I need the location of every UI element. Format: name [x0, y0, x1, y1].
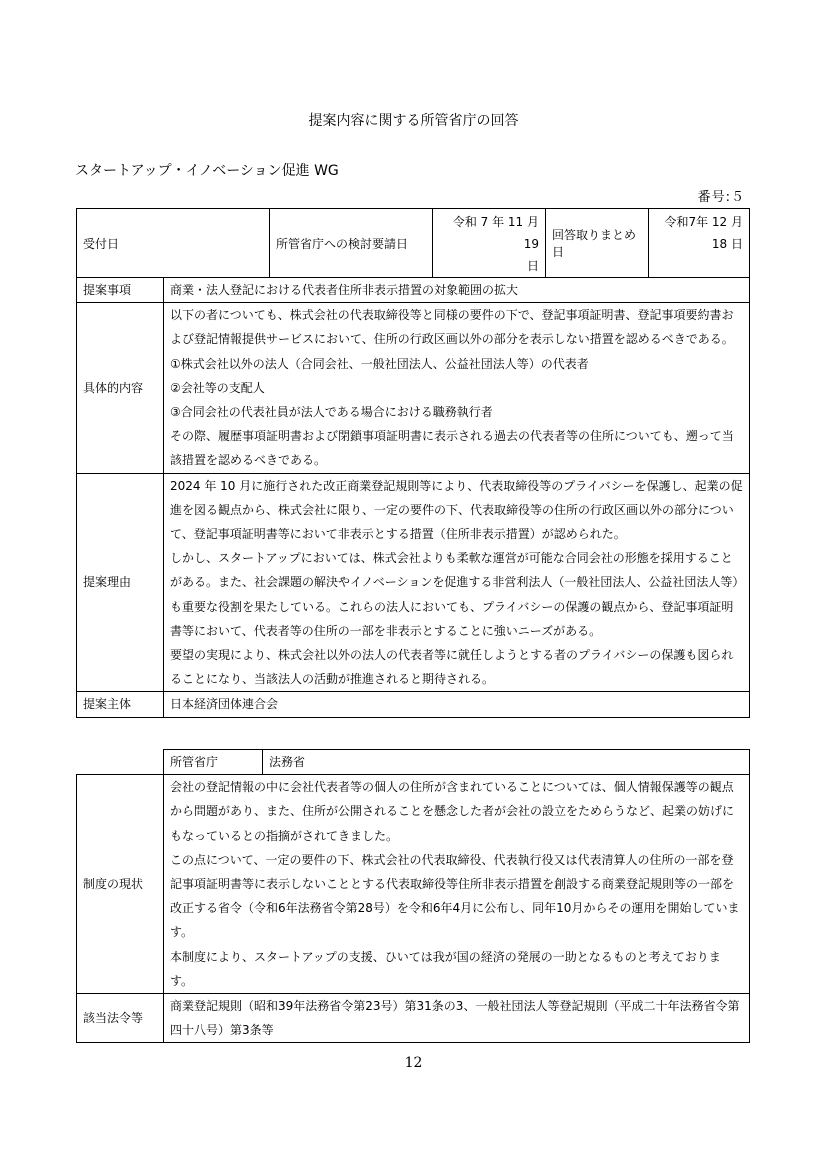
content-value	[164, 303, 750, 473]
answer-table	[76, 749, 750, 1043]
content-paragraph: ③合同会社の代表社員が法人である場合における職務執行者	[170, 405, 493, 420]
item-label: 提案事項	[77, 278, 164, 303]
request-date	[433, 209, 546, 278]
ministry-value: 法務省	[263, 750, 750, 775]
reason-label: 提案理由	[77, 473, 164, 692]
answer-date-line2: 18 日	[711, 237, 743, 251]
received-label: 受付日	[77, 209, 270, 278]
law-value: 商業登記規則（昭和39年法務省令第23号）第31条の3、一般社団法人等登記規則（平成二十年法務省令第四十八号）第3条等	[164, 994, 750, 1043]
proposer-label: 提案主体	[77, 692, 164, 717]
answer-date	[649, 209, 750, 278]
reason-paragraph: しかし、スタートアップにおいては、株式会社よりも柔軟な運営が可能な合同会社の形態を採用することがある。また、社会課題の解決やイノベーションを促進する非営利法人（一般社団法人、公益社団法人等）も重要な役割を果たしている。これらの法人においても、プライバシーの保護の観点から、登記事項証明書等において、代表者等の住所の一部を非表示とすることに強いニーズがある。	[170, 551, 739, 638]
status-value	[164, 775, 750, 994]
working-group-name: スタートアップ・イノベーション促進 WG	[75, 163, 339, 179]
request-label: 所管省庁への検討要請日	[270, 209, 433, 278]
ministry-label: 所管省庁	[164, 750, 263, 775]
request-date-line2: 日	[526, 259, 539, 273]
reason-value	[164, 473, 750, 692]
proposer-value: 日本経済団体連合会	[164, 692, 750, 717]
proposal-number: 番号:５	[697, 190, 745, 205]
reason-paragraph: 2024 年 10 月に施行された改正商業登記規則等により、代表取締役等のプライバシーを保護し、起業の促進を図る観点から、株式会社に限り、一定の要件の下、代表取締役等の住所の行政区画以外の部分について、登記事項証明書等において非表示とする措置（住所非表示措置）が認められた。	[170, 478, 743, 542]
blank-cell	[77, 750, 164, 775]
status-paragraph: この点について、一定の要件の下、株式会社の代表取締役、代表執行役又は代表清算人の住所の一部を登記事項証明書等に表示しないこととする代表取締役等住所非表示措置を創設する商業登記規則等の一部を改正する省令（令和6年法務省令第28号）を令和6年4月に公布し、同年10月からその運用を開始しています。	[170, 852, 740, 940]
date-table	[76, 208, 750, 278]
item-value: 商業・法人登記における代表者住所非表示措置の対象範囲の拡大	[164, 278, 750, 303]
answer-date-line1: 令和7年 12 月	[664, 215, 743, 229]
status-label: 制度の現状	[77, 775, 164, 994]
answer-label: 回答取りまとめ日	[546, 209, 649, 278]
content-paragraph: ①株式会社以外の法人（合同会社、一般社団法人、公益社団法人等）の代表者	[170, 356, 589, 371]
page-title: 提案内容に関する所管省庁の回答	[308, 113, 519, 129]
status-paragraph: 会社の登記情報の中に会社代表者等の個人の住所が含まれていることについては、個人情報保護等の観点から問題があり、また、住所が公開されることを懸念した者が会社の設立をためらうなど、起業の妨げにもなっているとの指摘がされてきました。	[170, 780, 735, 843]
content-paragraph: 以下の者についても、株式会社の代表取締役等と同様の要件の下で、登記事項証明書、登記事項要約書および登記情報提供サービスにおいて、住所の行政区画以外の部分を表示しない措置を認めるべきである。	[170, 308, 734, 347]
reason-paragraph: 要望の実現により、株式会社以外の法人の代表者等に就任しようとする者のプライバシーの保護も図られることになり、当該法人の活動が推進されると期待される。	[170, 648, 734, 687]
page-number: 12	[404, 1055, 423, 1071]
content-paragraph: その際、履歴事項証明書および閉鎖事項証明書に表示される過去の代表者等の住所についても、遡って当該措置を認めるべきである。	[170, 429, 734, 468]
status-paragraph: 本制度により、スタートアップの支援、ひいては我が国の経済の発展の一助となるものと考えております。	[170, 949, 721, 988]
proposal-table	[76, 277, 750, 718]
content-paragraph: ②会社等の支配人	[170, 380, 265, 395]
content-label: 具体的内容	[77, 303, 164, 473]
request-date-line1: 令和 7 年 11 月 19	[452, 215, 539, 251]
law-label: 該当法令等	[77, 994, 164, 1043]
